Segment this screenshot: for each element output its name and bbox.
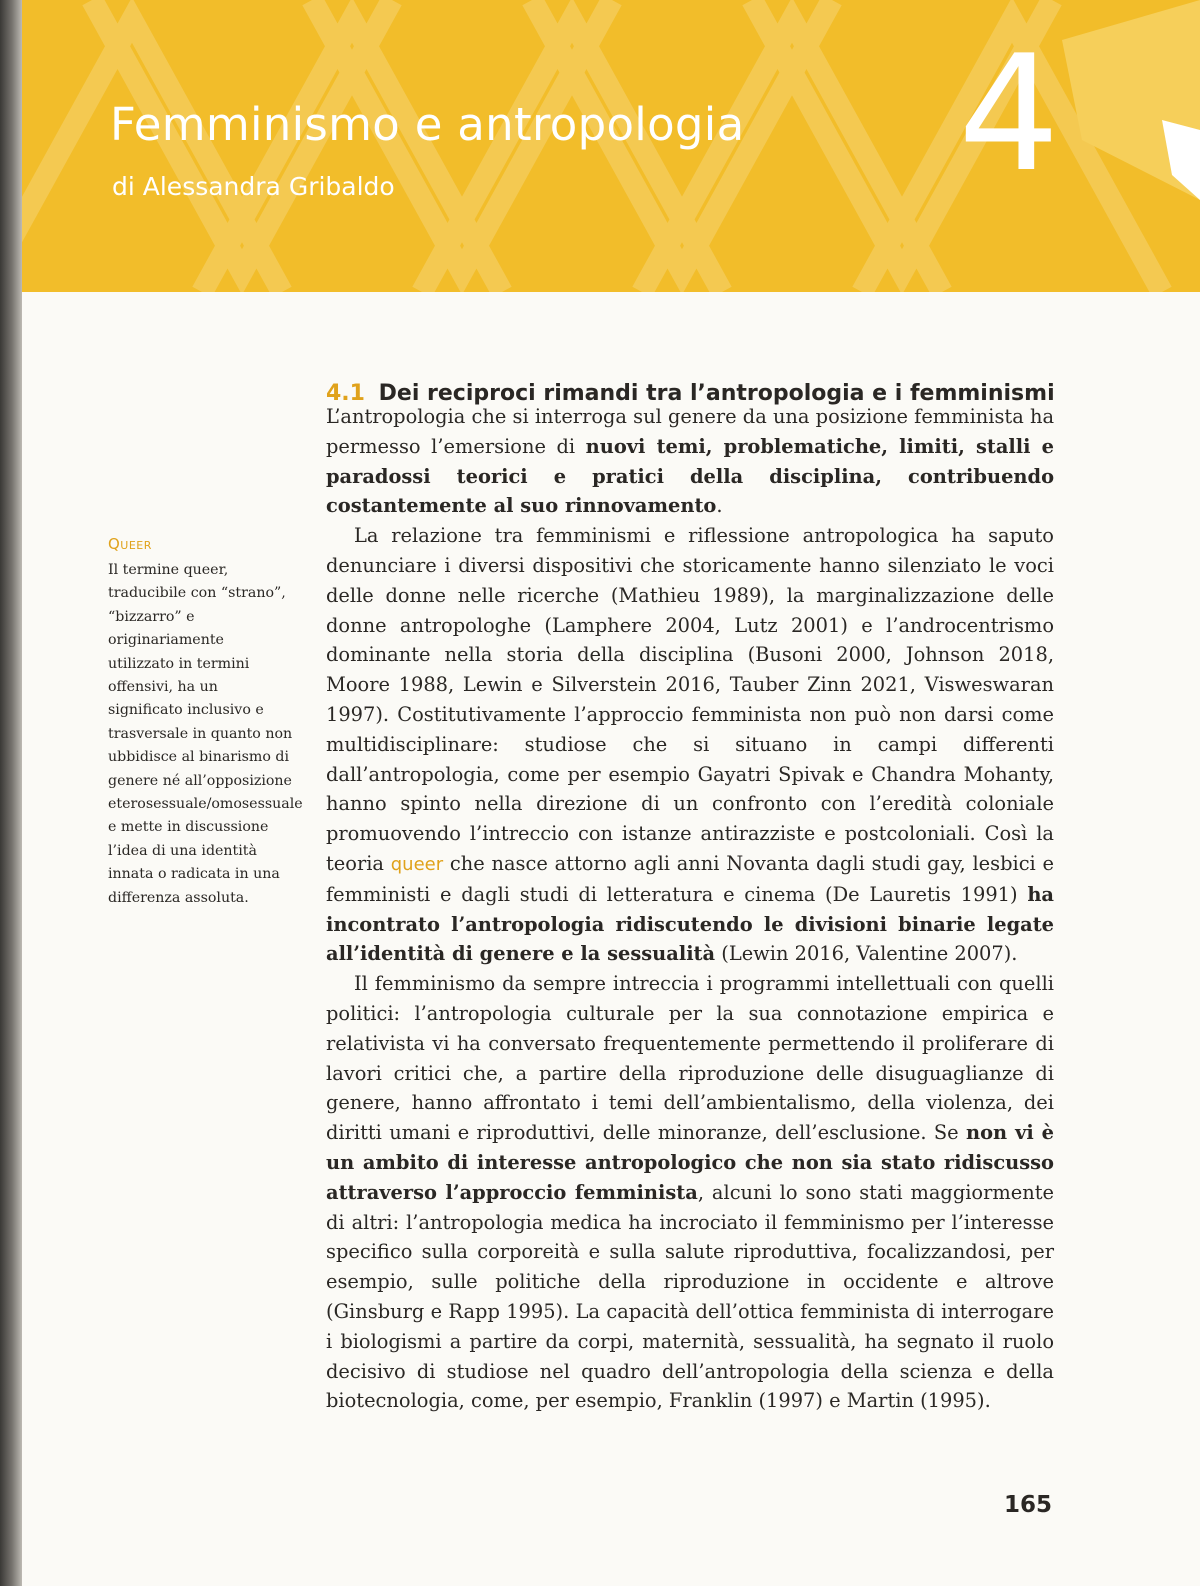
body-text <box>326 402 1054 1416</box>
page-number: 165 <box>1004 1492 1053 1518</box>
glossary-term-link[interactable]: queer <box>390 853 444 875</box>
book-spine-shadow <box>0 0 22 1586</box>
bold-text-run: ha incontrato l’antropologia ridiscutendo le divisioni binarie legate all’identità di genere e la sessualità <box>326 882 1054 966</box>
bold-text-run: non vi è un ambito di interesse antropologico che non sia stato ridiscusso attraverso l’approccio femminista <box>326 1121 1055 1204</box>
chapter-number: 4 <box>958 20 1060 207</box>
chapter-title: Femminismo e antropologia <box>110 98 745 151</box>
chapter-header-band <box>22 0 1200 292</box>
text-run: . <box>716 494 723 518</box>
text-run: L’antropologia che si interroga sul genere da una posizione femminista ha permesso l’emersione di <box>326 405 1054 458</box>
text-run: La relazione tra femminismi e riflessione antropologica ha saputo denunciare i diversi dispositivi che storicamente hanno silenziato le voci delle donne nelle ricerche (Mathieu 1989), la marginalizzazione delle donne antropologhe (Lamphere 2004, Lutz 2001) e l’androcentrismo dominante nella storia della disciplina (Busoni 2000, Johnson 2018, Moore 1988, Lewin e Silverstein 2016, Tauber Zinn 2021, Visweswaran 1997). Costitutivamente l’approccio femminista non può non darsi come multidisciplinare: studiose che si situano in campi differenti dall’antropologia, come per esempio Gayatri Spivak e Chandra Mohanty, hanno spinto nella direzione di un confronto con l’eredità coloniale promuovendo l’intreccio con istanze antirazziste e postcoloniali. Così la teoria <box>326 524 1054 875</box>
paragraph-3 <box>326 969 1054 1416</box>
section-number: 4.1 <box>326 381 365 407</box>
glossary-term-title: Queer <box>108 535 152 553</box>
text-run: che nasce attorno agli anni Novanta dagli studi gay, lesbici e femministi e dagli studi di letteratura e cinema (De Lauretis 1991) <box>326 851 1054 906</box>
text-run: (Lewin 2016, Valentine 2007). <box>715 942 1018 966</box>
text-run: , alcuni lo sono stati maggiormente di altri: l’antropologia medica ha incrociato il femminismo per l’interesse specifico sulla corporeità e sulla salute riproduttiva, focalizzandosi, per esempio, sulle politiche della riproduzione in occidente e altrove (Ginsburg e Rapp 1995). La capacità dell’ottica femminista di interrogare i biologismi a partire da corpi, maternità, sessualità, ha segnato il ruolo decisivo di studiose nel quadro dell’antropologia della scienza e della biotecnologia, come, per esempio, Franklin (1997) e Martin (1995). <box>326 1180 1054 1413</box>
text-run: Il femminismo da sempre intreccia i programmi intellettuali con quelli politici: l’antropologia culturale per la sua connotazione empirica e relativista vi ha conversato frequentemente permettendo il proliferare di lavori critici che, a partire della riproduzione delle disuguaglianze di genere, hanno affrontato i temi dell’ambientalismo, della violenza, dei diritti umani e riproduttivi, delle minoranze, dell’esclusione. Se <box>326 972 1054 1145</box>
corner-ornament <box>1062 0 1200 200</box>
glossary-sidebar-note <box>108 535 303 910</box>
section-title: Dei reciproci rimandi tra l’antropologia e i femminismi <box>378 381 1055 407</box>
bold-text-run: nuovi temi, problematiche, limiti, stalli e paradossi teorici e pratici della disciplina, contribuendo costantemente al suo rinnovamento <box>326 434 1055 518</box>
glossary-definition: Il termine queer, traducibile con “strano”, “bizzarro” e originariamente utilizzato in termini offensivi, ha un significato inclusivo e trasversale in quanto non ubbidisce al binarismo di genere né all’opposizione eterosessuale/omosessuale e mette in discussione l’idea di una identità innata o radicata in una differenza assoluta. <box>108 562 303 906</box>
chapter-author: di Alessandra Gribaldo <box>112 172 395 201</box>
paragraph-2 <box>326 521 1054 969</box>
paragraph-1 <box>326 402 1054 521</box>
